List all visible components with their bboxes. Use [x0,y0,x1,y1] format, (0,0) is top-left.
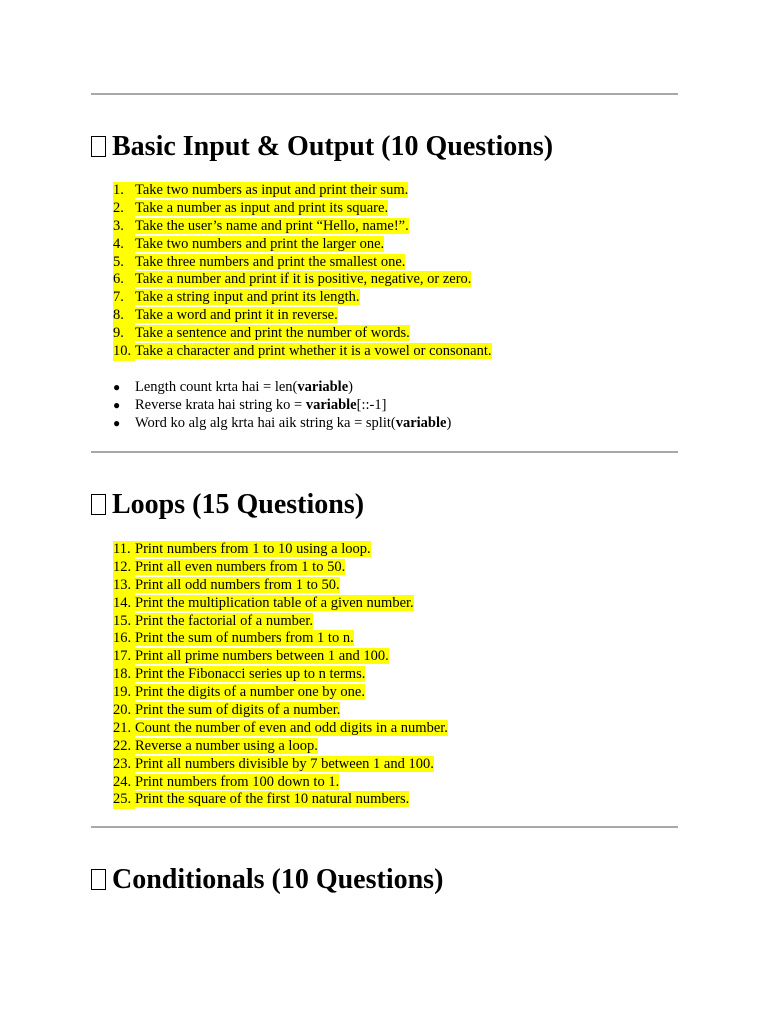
list-item: 4. Take two numbers and print the larger one. [113,235,385,252]
missing-glyph-icon [91,869,106,890]
list-item: ● Reverse krata hai string ko = variable[::-1] [113,397,387,414]
missing-glyph-icon [91,136,106,157]
list-item: 18. Print the Fibonacci series up to n terms. [113,666,366,683]
list-item: 14. Print the multiplication table of a given number. [113,594,414,611]
list-item: 2. Take a number as input and print its square. [113,199,389,216]
list-item: 6. Take a number and print if it is positive, negative, or zero. [113,271,472,288]
list-item: 21. Count the number of even and odd digits in a number. [113,719,448,736]
section-heading-basic-io [91,130,553,164]
list-item: 15. Print the factorial of a number. [113,612,313,629]
list-item: 12. Print all even numbers from 1 to 50. [113,558,346,575]
notes-list [113,378,451,433]
list-item: 24. Print numbers from 100 down to 1. [113,773,340,790]
missing-glyph-icon [91,494,106,515]
list-item: 25. Print the square of the first 10 natural numbers. [113,791,410,808]
list-item: 5. Take three numbers and print the smallest one. [113,253,406,270]
section-heading-loops [91,488,364,522]
list-item: 9. Take a sentence and print the number of words. [113,325,410,342]
bullet-icon: ● [113,380,121,394]
list-item: 22. Reverse a number using a loop. [113,737,318,754]
section-heading-conditionals [91,863,443,897]
list-item: 16. Print the sum of numbers from 1 to n. [113,630,354,647]
horizontal-rule [91,451,678,453]
question-list-basic-io [113,182,492,361]
section-title: Loops (15 Questions) [112,489,365,520]
bullet-icon: ● [113,416,121,431]
section-title: Basic Input & Output (10 Questions) [112,131,554,162]
list-item: ● Word ko alg alg krta hai aik string ka = split(variable) [113,415,452,432]
horizontal-rule [91,93,678,95]
list-item: 23. Print all numbers divisible by 7 between 1 and 100. [113,755,434,772]
list-item: 3. Take the user’s name and print “Hello, name!”. [113,217,409,234]
list-item: 13. Print all odd numbers from 1 to 50. [113,576,340,593]
horizontal-rule [91,826,678,828]
list-item: 19. Print the digits of a number one by one. [113,684,365,701]
list-item: 11. Print numbers from 1 to 10 using a loop. [113,541,371,557]
list-item: 17. Print all prime numbers between 1 and 100. [113,648,389,665]
list-item: ● Length count krta hai = len(variable) [113,379,353,395]
list-item: 10. Take a character and print whether it is a vowel or consonant. [113,343,492,360]
list-item: 1. Take two numbers as input and print their sum. [113,182,409,198]
section-title: Conditionals (10 Questions) [112,864,444,895]
list-item: 20. Print the sum of digits of a number. [113,702,341,719]
list-item: 8. Take a word and print it in reverse. [113,307,338,324]
bullet-icon: ● [113,398,121,413]
list-item: 7. Take a string input and print its length. [113,289,360,306]
question-list-loops [113,541,448,809]
